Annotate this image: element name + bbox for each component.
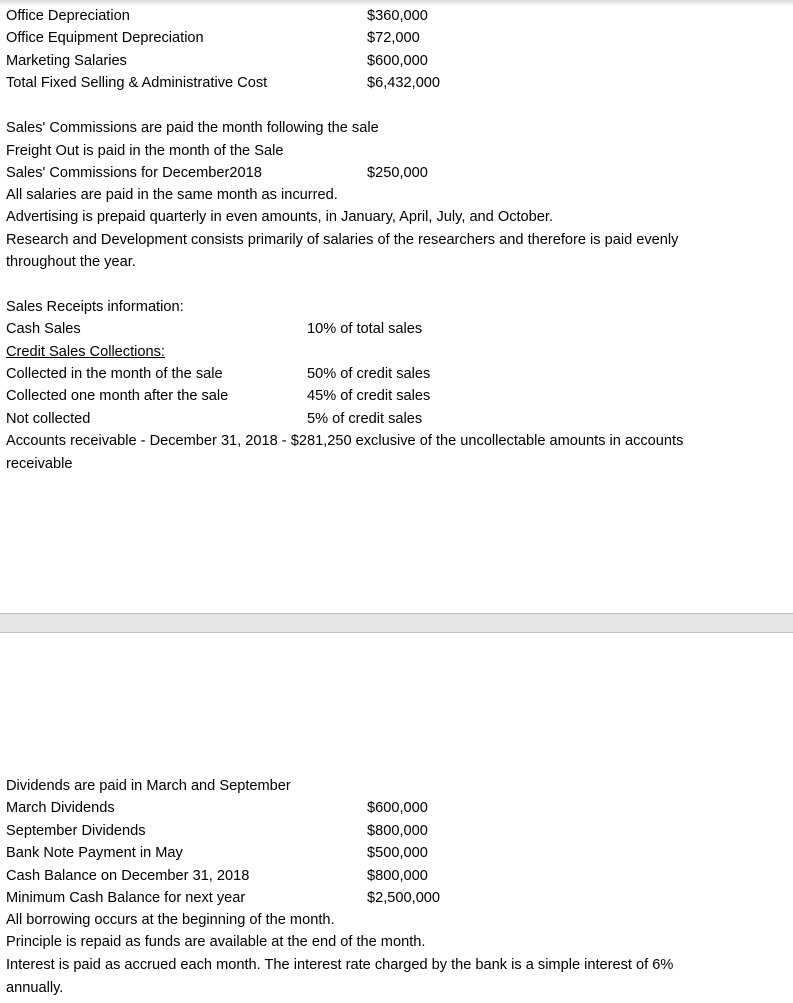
- row-label: Minimum Cash Balance for next year: [6, 890, 246, 906]
- row-value: $600,000: [367, 53, 428, 69]
- row-value: 5% of credit sales: [307, 411, 423, 427]
- row-label: March Dividends: [6, 800, 115, 816]
- row-label: Collected one month after the sale: [6, 388, 229, 404]
- section-heading: Sales Receipts information:: [6, 299, 184, 315]
- note: Principle is repaid as funds are available at the end of the month.: [6, 934, 426, 950]
- row-value: $800,000: [367, 868, 428, 884]
- note: receivable: [6, 456, 73, 472]
- row-label: Office Equipment Depreciation: [6, 30, 204, 46]
- note: Dividends are paid in March and September: [6, 778, 291, 794]
- note: Sales' Commissions are paid the month following the sale: [6, 120, 379, 136]
- note: throughout the year.: [6, 254, 136, 270]
- row-value: $500,000: [367, 845, 428, 861]
- row-label: Collected in the month of the sale: [6, 366, 223, 382]
- row-value: 10% of total sales: [307, 321, 423, 337]
- row-value: 50% of credit sales: [307, 366, 431, 382]
- row-value: $6,432,000: [367, 75, 441, 91]
- row-label: Sales' Commissions for December2018: [6, 165, 262, 181]
- row-label: Marketing Salaries: [6, 53, 127, 69]
- row-label: Not collected: [6, 411, 91, 427]
- row-label: Bank Note Payment in May: [6, 845, 183, 861]
- row-value: $250,000: [367, 165, 428, 181]
- row-value: $800,000: [367, 823, 428, 839]
- row-value: $72,000: [367, 30, 420, 46]
- row-value: 45% of credit sales: [307, 388, 431, 404]
- row-label: September Dividends: [6, 823, 146, 839]
- row-value: $2,500,000: [367, 890, 441, 906]
- note: Advertising is prepaid quarterly in even amounts, in January, April, July, and October.: [6, 209, 554, 225]
- note: Accounts receivable - December 31, 2018 - $281,250 exclusive of the uncollectable amounts in accounts: [6, 433, 684, 449]
- note: Freight Out is paid in the month of the Sale: [6, 143, 284, 159]
- row-value: $360,000: [367, 8, 428, 24]
- row-value: $600,000: [367, 800, 428, 816]
- note: Interest is paid as accrued each month. The interest rate charged by the bank is a simple interest of 6%: [6, 957, 674, 973]
- row-label: Cash Balance on December 31, 2018: [6, 868, 250, 884]
- note: All borrowing occurs at the beginning of the month.: [6, 912, 335, 928]
- note: All salaries are paid in the same month as incurred.: [6, 187, 338, 203]
- row-label: Office Depreciation: [6, 8, 130, 24]
- row-label: Total Fixed Selling & Administrative Cost: [6, 75, 268, 91]
- note: annually.: [6, 980, 64, 996]
- page-separator: [0, 613, 793, 633]
- subheading: Credit Sales Collections:: [6, 344, 165, 360]
- row-label: Cash Sales: [6, 321, 81, 337]
- note: Research and Development consists primarily of salaries of the researchers and therefore is paid evenly: [6, 232, 679, 248]
